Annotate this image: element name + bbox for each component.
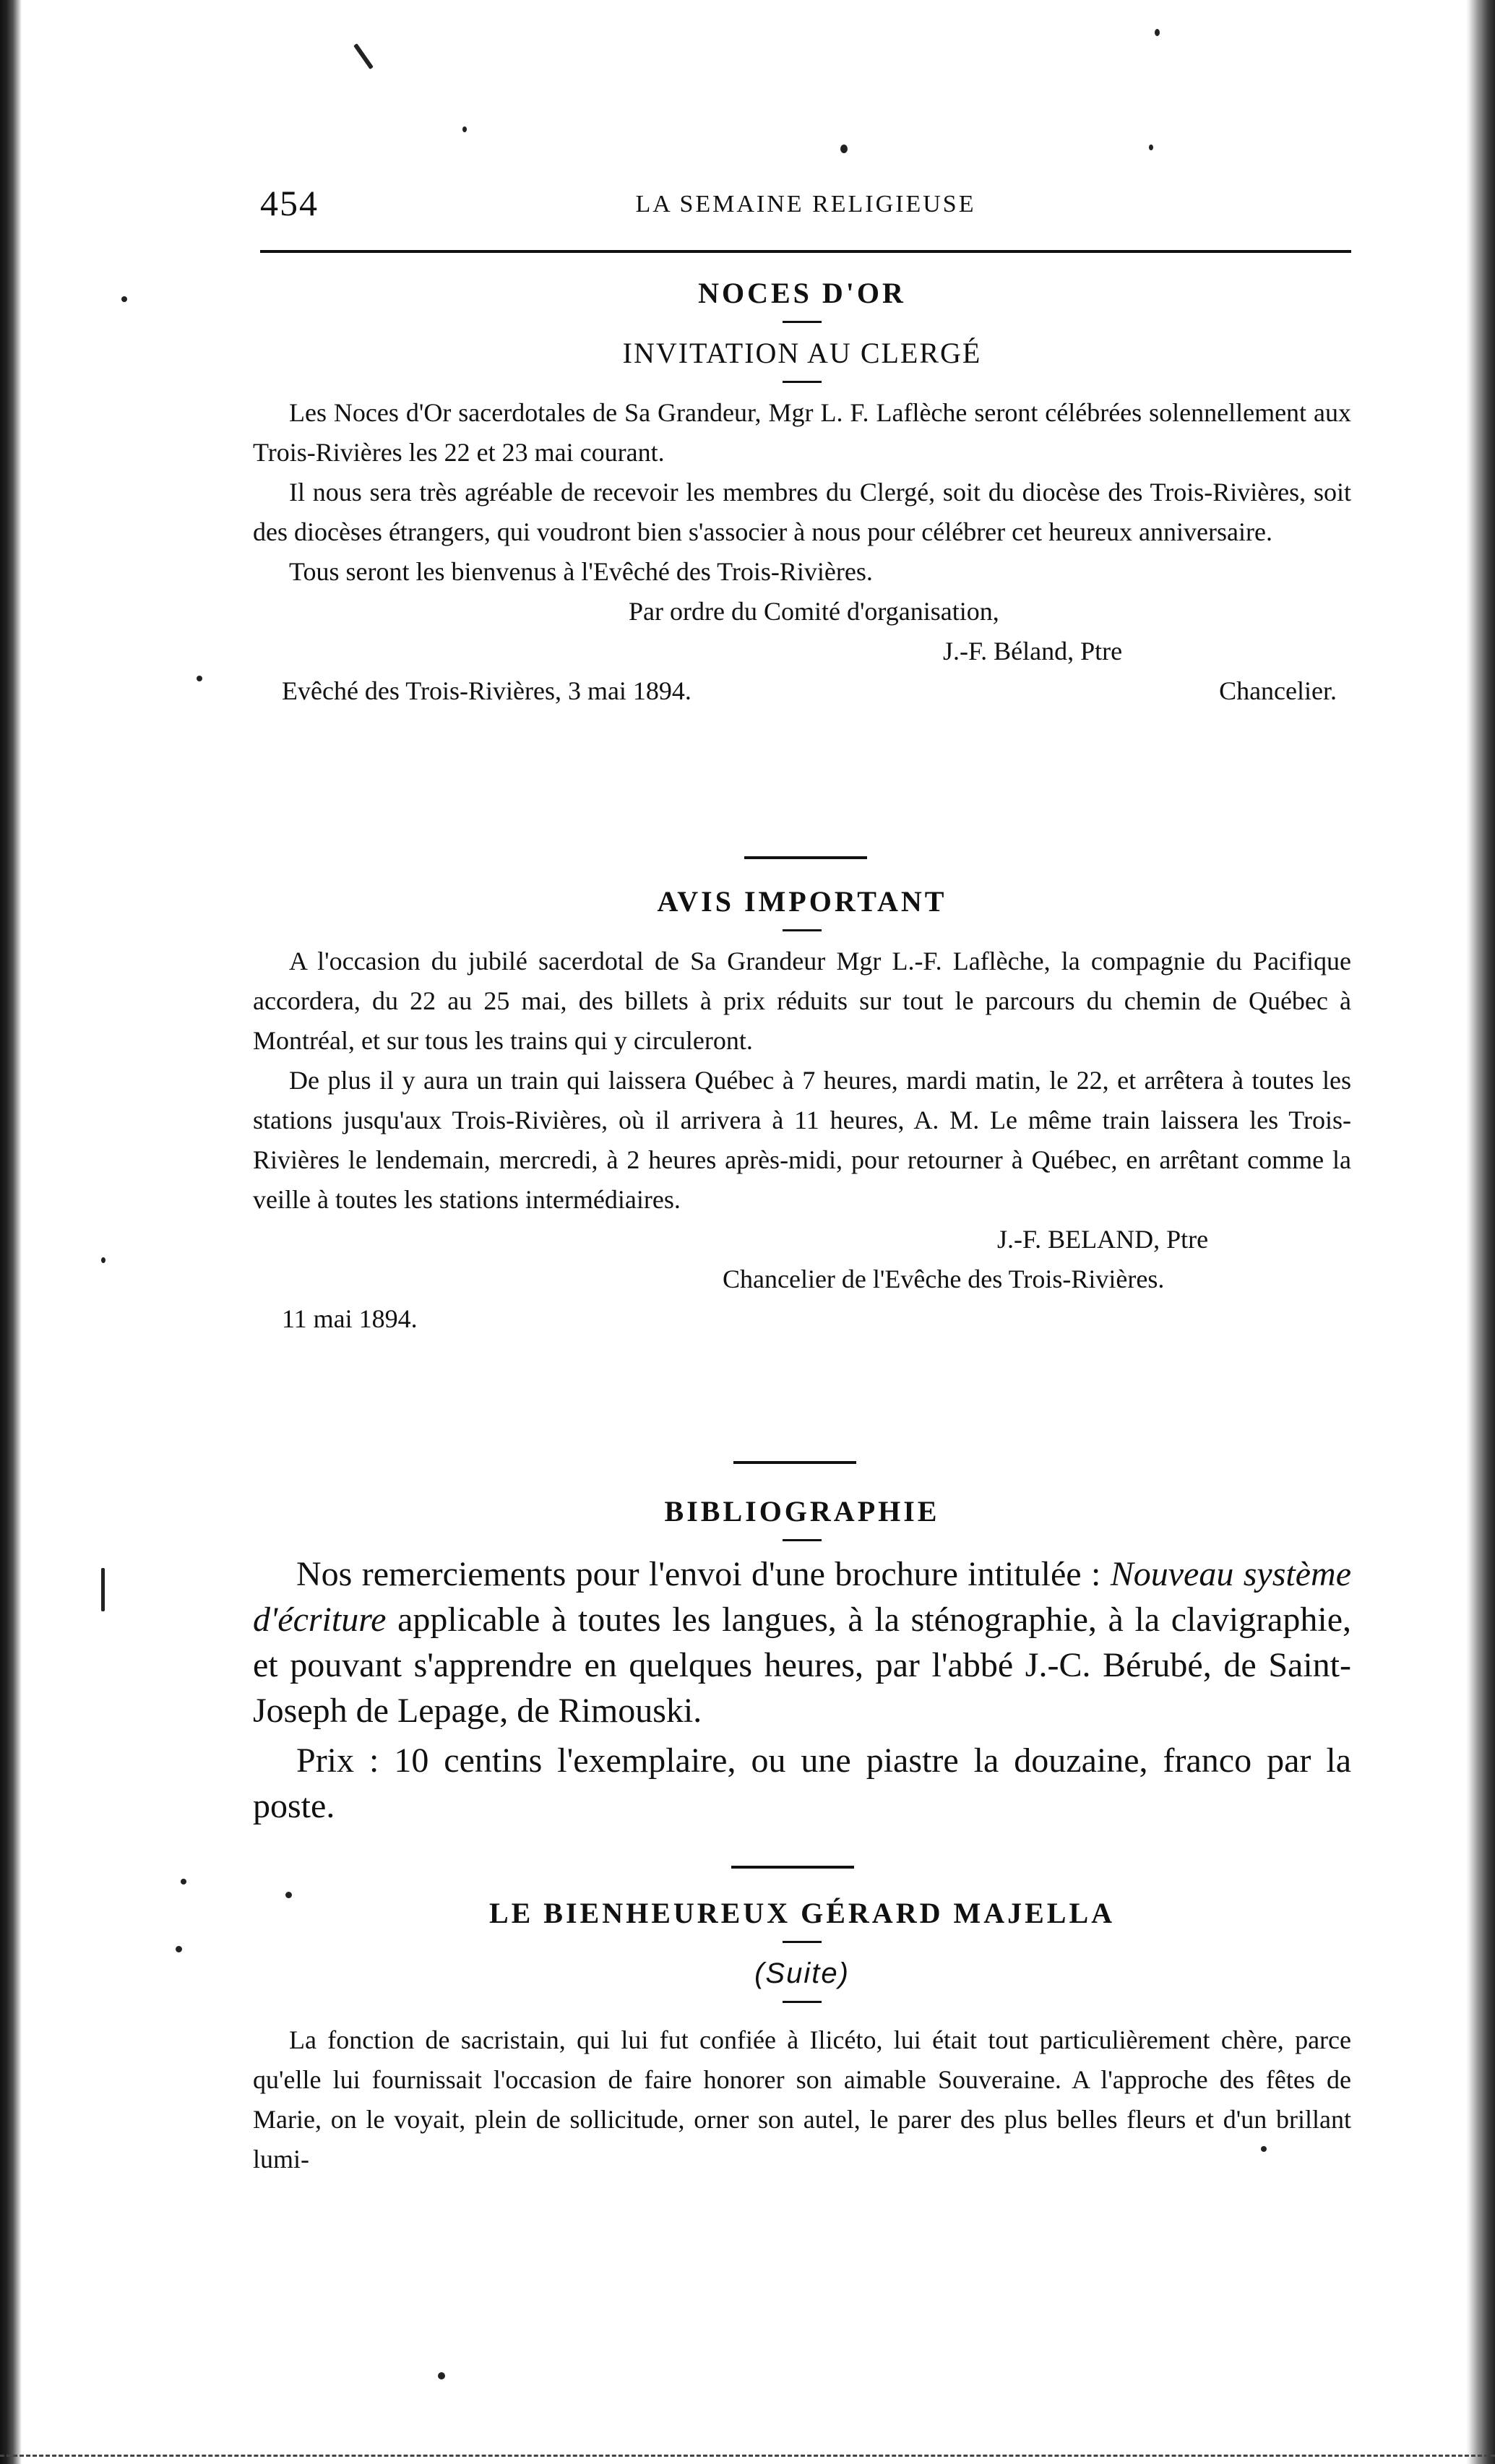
- paragraph: [253, 1551, 1351, 1733]
- title-dash: [783, 1539, 822, 1541]
- scan-speck: [438, 2372, 445, 2379]
- page-bottom-edge: [0, 2455, 1495, 2464]
- running-head: LA SEMAINE RELIGIEUSE: [635, 191, 976, 217]
- scan-speck: [176, 1946, 182, 1952]
- scan-speck: [197, 676, 202, 681]
- signature-line: Par ordre du Comité d'organisation,: [629, 597, 999, 626]
- section-subtitle: (Suite): [754, 1957, 850, 1989]
- scan-speck: [1155, 29, 1160, 36]
- paragraph: Tous seront les bienvenus à l'Evêché des Trois-Rivières.: [289, 557, 873, 586]
- section-noces-dor: [253, 273, 1351, 711]
- signature-title: Chancelier de l'Evêche des Trois-Rivières.: [723, 1265, 1165, 1293]
- page-left-edge-shadow: [0, 0, 22, 2464]
- section-title: AVIS IMPORTANT: [657, 885, 947, 918]
- signature-name: J.-F. Béland, Ptre: [943, 637, 1123, 665]
- paragraph: De plus il y aura un train qui laissera Québec à 7 heures, mardi matin, le 22, et arrêtera à toutes les stations jusqu'aux Trois-Rivières, où il arrivera à 11 heures, A. M. Le même train laissera les Trois-Rivières le lendemain, mercredi, à 2 heures après-midi, pour retourner à Québec, en arrêtant comme la veille à toutes les stations intermédiaires.: [253, 1066, 1351, 1214]
- title-dash: [783, 321, 822, 323]
- scan-speck: [840, 145, 848, 153]
- paragraph-rest: applicable à toutes les langues, à la sténographie, à la clavigraphie, et pouvant s'apprendre en quelques heures, par l'abbé J.-C. Bérubé, de Saint-Joseph de Lepage, de Rimouski.: [253, 1601, 1351, 1730]
- paragraph: Les Noces d'Or sacerdotales de Sa Grandeur, Mgr L. F. Laflèche seront célébrées solennellement aux Trois-Rivières les 22 et 23 mai courant.: [253, 398, 1351, 467]
- section-title: LE BIENHEUREUX GÉRARD MAJELLA: [488, 1897, 1116, 1929]
- title-dash: [783, 381, 822, 383]
- section-gerard-majella: [253, 1893, 1351, 2179]
- paragraph: Il nous sera très agréable de recevoir les membres du Clergé, soit du diocèse des Trois-Rivières, soit des diocèses étrangers, qui voudront bien s'associer à nous pour célébrer cet heureux anniversaire.: [253, 478, 1351, 546]
- paragraph: Prix : 10 centins l'exemplaire, ou une piastre la douzaine, franco par la poste.: [253, 1741, 1351, 1825]
- section-separator: [733, 1461, 856, 1464]
- scan-speck: [101, 1257, 105, 1263]
- dateline: Evêché des Trois-Rivières, 3 mai 1894.: [282, 676, 692, 705]
- section-title: NOCES D'OR: [698, 277, 906, 309]
- page-right-edge-shadow: [1466, 0, 1495, 2464]
- scan-speck: [353, 43, 374, 69]
- scan-speck: [462, 126, 467, 132]
- header-rule: [260, 250, 1351, 253]
- dateline: 11 mai 1894.: [282, 1304, 418, 1333]
- signature-title: Chancelier.: [1219, 676, 1337, 705]
- scan-speck: [1149, 145, 1153, 150]
- section-title: BIBLIOGRAPHIE: [664, 1495, 940, 1528]
- title-dash: [783, 1941, 822, 1943]
- scan-speck: [101, 1568, 105, 1611]
- paragraph: La fonction de sacristain, qui lui fut confiée à Ilicéto, lui était tout particulièrement chère, parce qu'elle lui fournissait l'occasion de faire honorer son aimable Souveraine. A l'approche des fêtes de Marie, on le voyait, plein de sollicitude, orner son autel, le parer des plus belles fleurs et d'un brillant lumi-: [253, 2025, 1351, 2174]
- page-header: [260, 182, 1351, 233]
- section-subtitle: INVITATION AU CLERGÉ: [622, 337, 982, 369]
- scan-speck: [181, 1879, 186, 1884]
- signature-name: J.-F. BELAND, Ptre: [997, 1225, 1209, 1254]
- section-separator: [744, 856, 867, 859]
- scan-speck: [121, 296, 127, 302]
- section-avis-important: [253, 882, 1351, 1339]
- paragraph: A l'occasion du jubilé sacerdotal de Sa Grandeur Mgr L.-F. Laflèche, la compagnie du Pacifique accordera, du 22 au 25 mai, des billets à prix réduits sur tout le parcours du chemin de Québec à Montréal, et sur tous les trains qui y circuleront.: [253, 947, 1351, 1055]
- page-number: 454: [260, 183, 319, 223]
- section-separator: [731, 1866, 854, 1869]
- title-dash: [783, 2001, 822, 2003]
- book-title: Nouveau système d'écriture: [253, 1555, 1352, 1639]
- section-bibliographie: [253, 1491, 1351, 1829]
- title-dash: [783, 929, 822, 931]
- paragraph-intro: Nos remerciements pour l'envoi d'une brochure intitulée :: [296, 1555, 1111, 1593]
